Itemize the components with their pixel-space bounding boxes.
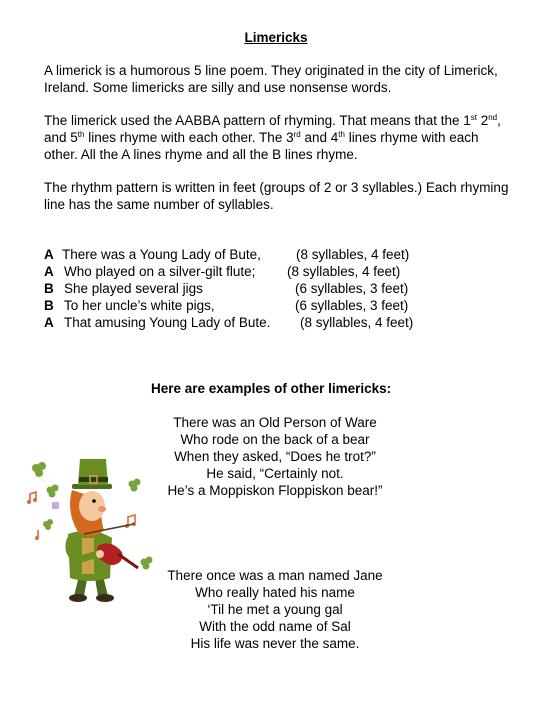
- intro-paragraph-1: A limerick is a humorous 5 line poem. They originated in the city of Limerick, Ireland. Some limericks are silly and use nonsense words.: [44, 63, 498, 95]
- scheme-count: (8 syllables, 4 feet): [300, 315, 414, 330]
- poem-line: When they asked, “Does he trot?”: [174, 449, 376, 464]
- p2-sup-5: th: [338, 130, 345, 139]
- poem-line: His life was never the same.: [190, 636, 360, 651]
- p2-text-f: lines rhyme with each other. All the A lines rhyme and all the B lines rhyme.: [44, 130, 479, 162]
- scheme-row: [44, 297, 444, 314]
- intro-paragraph-2: [44, 112, 514, 163]
- scheme-row: [44, 314, 444, 331]
- scheme-line: That amusing Young Lady of Bute.: [64, 315, 271, 330]
- poem-line: ‘Til he met a young gal: [207, 602, 343, 617]
- poem-line: He’s a Moppiskon Floppiskon bear!”: [167, 483, 383, 498]
- scheme-count: (8 syllables, 4 feet): [296, 247, 410, 262]
- poem-line: He said, “Certainly not.: [206, 466, 344, 481]
- rhyme-scheme-example: [44, 246, 444, 331]
- scheme-row: [44, 246, 444, 263]
- p2-text-d: lines rhyme with each other. The 3: [84, 130, 294, 145]
- scheme-letter: A: [44, 264, 54, 279]
- poem-line: Who really hated his name: [195, 585, 355, 600]
- limerick-ware: [120, 414, 430, 499]
- poem-line: There was an Old Person of Ware: [173, 415, 377, 430]
- p2-text-b: 2: [476, 113, 489, 128]
- p2-text-a: The limerick used the AABBA pattern of rhyming. That means that the 1: [44, 113, 471, 128]
- scheme-letter: B: [44, 298, 54, 313]
- scheme-line: To her uncle’s white pigs,: [64, 298, 215, 313]
- examples-heading: Here are examples of other limericks:: [151, 381, 392, 396]
- p2-text-c: , and 5: [44, 113, 501, 145]
- scheme-line: She played several jigs: [64, 281, 203, 296]
- scheme-count: (6 syllables, 3 feet): [295, 281, 409, 296]
- intro-paragraph-3: The rhythm pattern is written in feet (groups of 2 or 3 syllables.) Each rhyming line has the same number of syllables.: [44, 180, 509, 212]
- p2-sup-3: th: [77, 130, 85, 139]
- p2-sup-1: st: [470, 113, 477, 122]
- p2-sup-2: nd: [488, 113, 498, 122]
- scheme-letter: A: [44, 315, 54, 330]
- scheme-line: Who played on a silver-gilt flute;: [64, 264, 256, 279]
- poem-line: Who rode on the back of a bear: [180, 432, 370, 447]
- limerick-jane: [120, 567, 430, 652]
- scheme-letter: B: [44, 281, 54, 296]
- poem-line: There once was a man named Jane: [167, 568, 383, 583]
- scheme-row: [44, 263, 444, 280]
- scheme-row: [44, 280, 444, 297]
- scheme-count: (6 syllables, 3 feet): [295, 298, 409, 313]
- poem-line: With the odd name of Sal: [199, 619, 351, 634]
- p2-text-e: and 4: [300, 130, 339, 145]
- p2-sup-4: rd: [293, 130, 301, 139]
- leprechaun-fiddler-icon: [24, 454, 164, 604]
- scheme-line: There was a Young Lady of Bute,: [62, 247, 261, 262]
- scheme-count: (8 syllables, 4 feet): [287, 264, 401, 279]
- scheme-letter: A: [44, 247, 54, 262]
- page-title: Limericks: [244, 30, 308, 45]
